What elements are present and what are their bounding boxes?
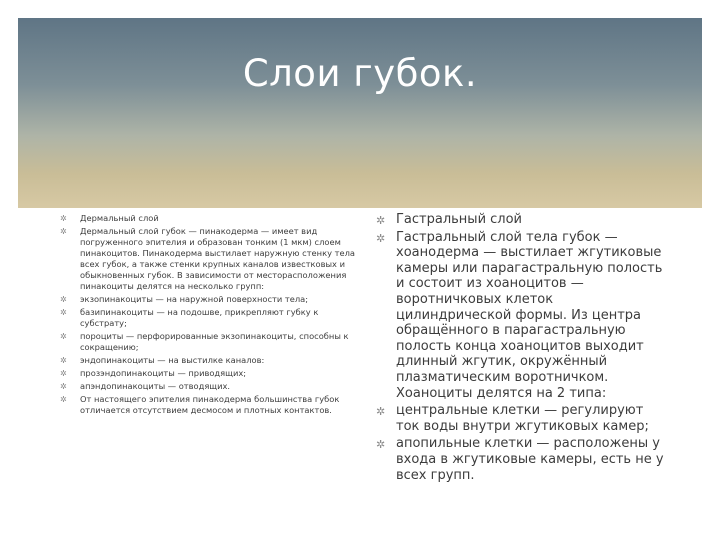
- asterisk-bullet-icon: ✲: [60, 308, 67, 317]
- list-item-text: пороциты — перфорированные экзопинакоциты, способны к сокращению;: [80, 331, 349, 352]
- asterisk-bullet-icon: ✲: [60, 395, 67, 404]
- list-item: [376, 403, 666, 434]
- list-item-text: экзопинакоциты — на наружной поверхности тела;: [80, 294, 309, 304]
- list-item: [60, 394, 360, 416]
- list-item-text: Гастральный слой тела губок — хоанодерма — выстилает жгутиковые камеры или парагастральную полость и состоит из хоаноцитов — воротничковых клеток цилиндрической формы. Из центра обращённого в парагастральную полость конца хоаноцитов выходит длинный жгутик, окружённый плазматическим воротничком. Хоаноциты делятся на 2 типа:: [396, 229, 663, 401]
- asterisk-bullet-icon: ✲: [376, 405, 386, 419]
- list-item: [60, 294, 360, 305]
- list-item: [60, 331, 360, 353]
- right-column-list: [376, 212, 666, 485]
- list-item-text: Дермальный слой губок — пинакодерма — имеет вид погруженного эпителия и образован тонким (1 мкм) слоем пинакоцитов. Пинакодерма выстилает наружную стенку тела всех губок, а также стенки крупных каналов известковых и обыкновенных губок. В зависимости от месторасположения пинакоциты делятся на несколько групп:: [80, 226, 355, 291]
- list-item: [60, 307, 360, 329]
- list-item: [60, 381, 360, 392]
- asterisk-bullet-icon: ✲: [60, 332, 67, 341]
- list-item-text: Дермальный слой: [80, 213, 159, 223]
- list-item-text: эндопинакоциты — на выстилке каналов:: [80, 355, 265, 365]
- asterisk-bullet-icon: ✲: [60, 369, 67, 378]
- list-item: [60, 213, 360, 224]
- left-column-list: [60, 213, 360, 418]
- list-item: [60, 355, 360, 366]
- list-item-text: Гастральный слой: [396, 212, 523, 227]
- list-item-text: апопильные клетки — расположены у входа в жгутиковые камеры, есть не у всех групп.: [396, 436, 664, 483]
- list-item: [60, 368, 360, 379]
- list-item-text: От настоящего эпителия пинакодерма большинства губок отличается отсутствием десмосом и плотных контактов.: [80, 394, 340, 415]
- asterisk-bullet-icon: ✲: [376, 438, 386, 452]
- list-item: [60, 226, 360, 292]
- asterisk-bullet-icon: ✲: [376, 231, 386, 245]
- list-item-text: базипинакоциты — на подошве, прикрепляют губку к субстрату;: [80, 307, 319, 328]
- slide-title: Слои губок.: [242, 52, 478, 95]
- list-item: [376, 212, 666, 228]
- asterisk-bullet-icon: ✲: [376, 214, 386, 227]
- asterisk-bullet-icon: ✲: [60, 382, 67, 391]
- title-banner: [18, 18, 702, 208]
- list-item: [376, 436, 666, 483]
- asterisk-bullet-icon: ✲: [60, 356, 67, 365]
- asterisk-bullet-icon: ✲: [60, 295, 67, 304]
- list-item-text: апэндопинакоциты — отводящих.: [80, 381, 231, 391]
- list-item-text: прозэндопинакоциты — приводящих;: [80, 368, 247, 378]
- list-item: [376, 230, 666, 402]
- asterisk-bullet-icon: ✲: [60, 214, 67, 223]
- asterisk-bullet-icon: ✲: [60, 227, 67, 236]
- list-item-text: центральные клетки — регулируют ток воды внутри жгутиковых камер;: [396, 403, 649, 434]
